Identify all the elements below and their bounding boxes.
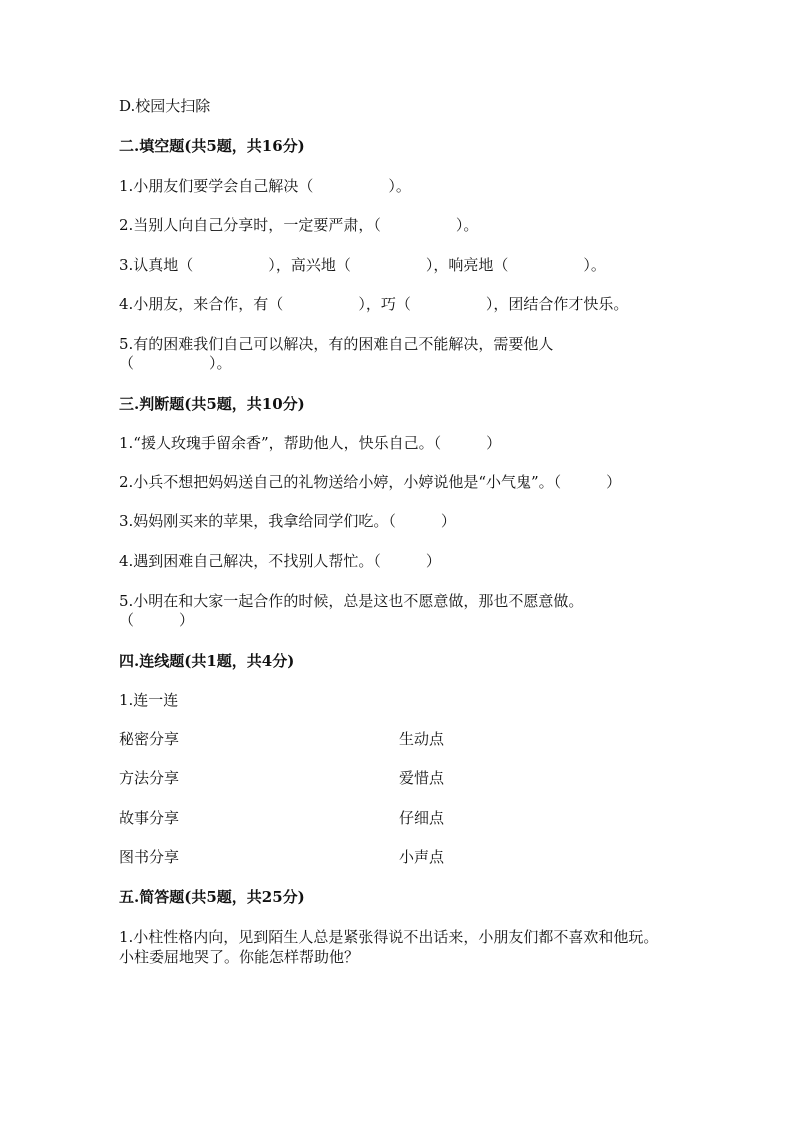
- judge-q5-line1: 5.小明在和大家一起合作的时候，总是这也不愿意做，那也不愿意做。: [119, 592, 584, 610]
- matching-left-item: 秘密分享: [119, 730, 180, 748]
- matching-right-item: 小声点: [399, 848, 445, 866]
- fill-blank-q2: 2.当别人向自己分享时，一定要严肃，（ ）。: [119, 216, 479, 234]
- matching-left-item: 图书分享: [119, 848, 180, 866]
- judge-q4: 4.遇到困难自己解决，不找别人帮忙。（ ）: [119, 552, 441, 570]
- judge-q5-line2: （ ）: [119, 611, 195, 629]
- short-answer-q1: 1.小柱性格内向，见到陌生人总是紧张得说不出话来，小朋友们都不喜欢和他玩。小柱委屈地哭了。你能怎样帮助他？: [119, 928, 659, 966]
- judge-q3: 3.妈妈刚买来的苹果，我拿给同学们吃。（ ）: [119, 512, 456, 530]
- matching-row: [119, 729, 679, 749]
- section-matching-title: 四.连线题(共1题，共4分): [119, 652, 295, 670]
- matching-prompt: 1.连一连: [119, 691, 179, 709]
- matching-right-item: 仔细点: [399, 809, 445, 827]
- matching-left-item: 方法分享: [119, 769, 180, 787]
- judge-q1: 1.“援人玫瑰手留余香”，帮助他人，快乐自己。（ ）: [119, 434, 502, 452]
- matching-row: [119, 808, 679, 828]
- option-d: D.校园大扫除: [119, 97, 211, 115]
- fill-blank-q5-line2: （ ）。: [119, 354, 232, 372]
- matching-row: [119, 847, 679, 867]
- judge-q2: 2.小兵不想把妈妈送自己的礼物送给小婷，小婷说他是“小气鬼”。（ ）: [119, 473, 622, 491]
- matching-right-item: 生动点: [399, 730, 445, 748]
- matching-left-item: 故事分享: [119, 809, 180, 827]
- matching-right-item: 爱惜点: [399, 769, 445, 787]
- fill-blank-q4: 4.小朋友，来合作，有（ ），巧（ ），团结合作才快乐。: [119, 295, 629, 313]
- matching-row: [119, 768, 679, 788]
- fill-blank-q5-line1: 5.有的困难我们自己可以解决，有的困难自己不能解决，需要他人: [119, 335, 554, 353]
- fill-blank-q3: 3.认真地（ ），高兴地（ ），响亮地（ ）。: [119, 256, 606, 274]
- section-judge-title: 三.判断题(共5题，共10分): [119, 395, 305, 413]
- section-short-answer-title: 五.简答题(共5题，共25分): [119, 888, 305, 906]
- fill-blank-q1: 1.小朋友们要学会自己解决（ ）。: [119, 177, 411, 195]
- section-fill-blank-title: 二.填空题(共5题，共16分): [119, 137, 305, 155]
